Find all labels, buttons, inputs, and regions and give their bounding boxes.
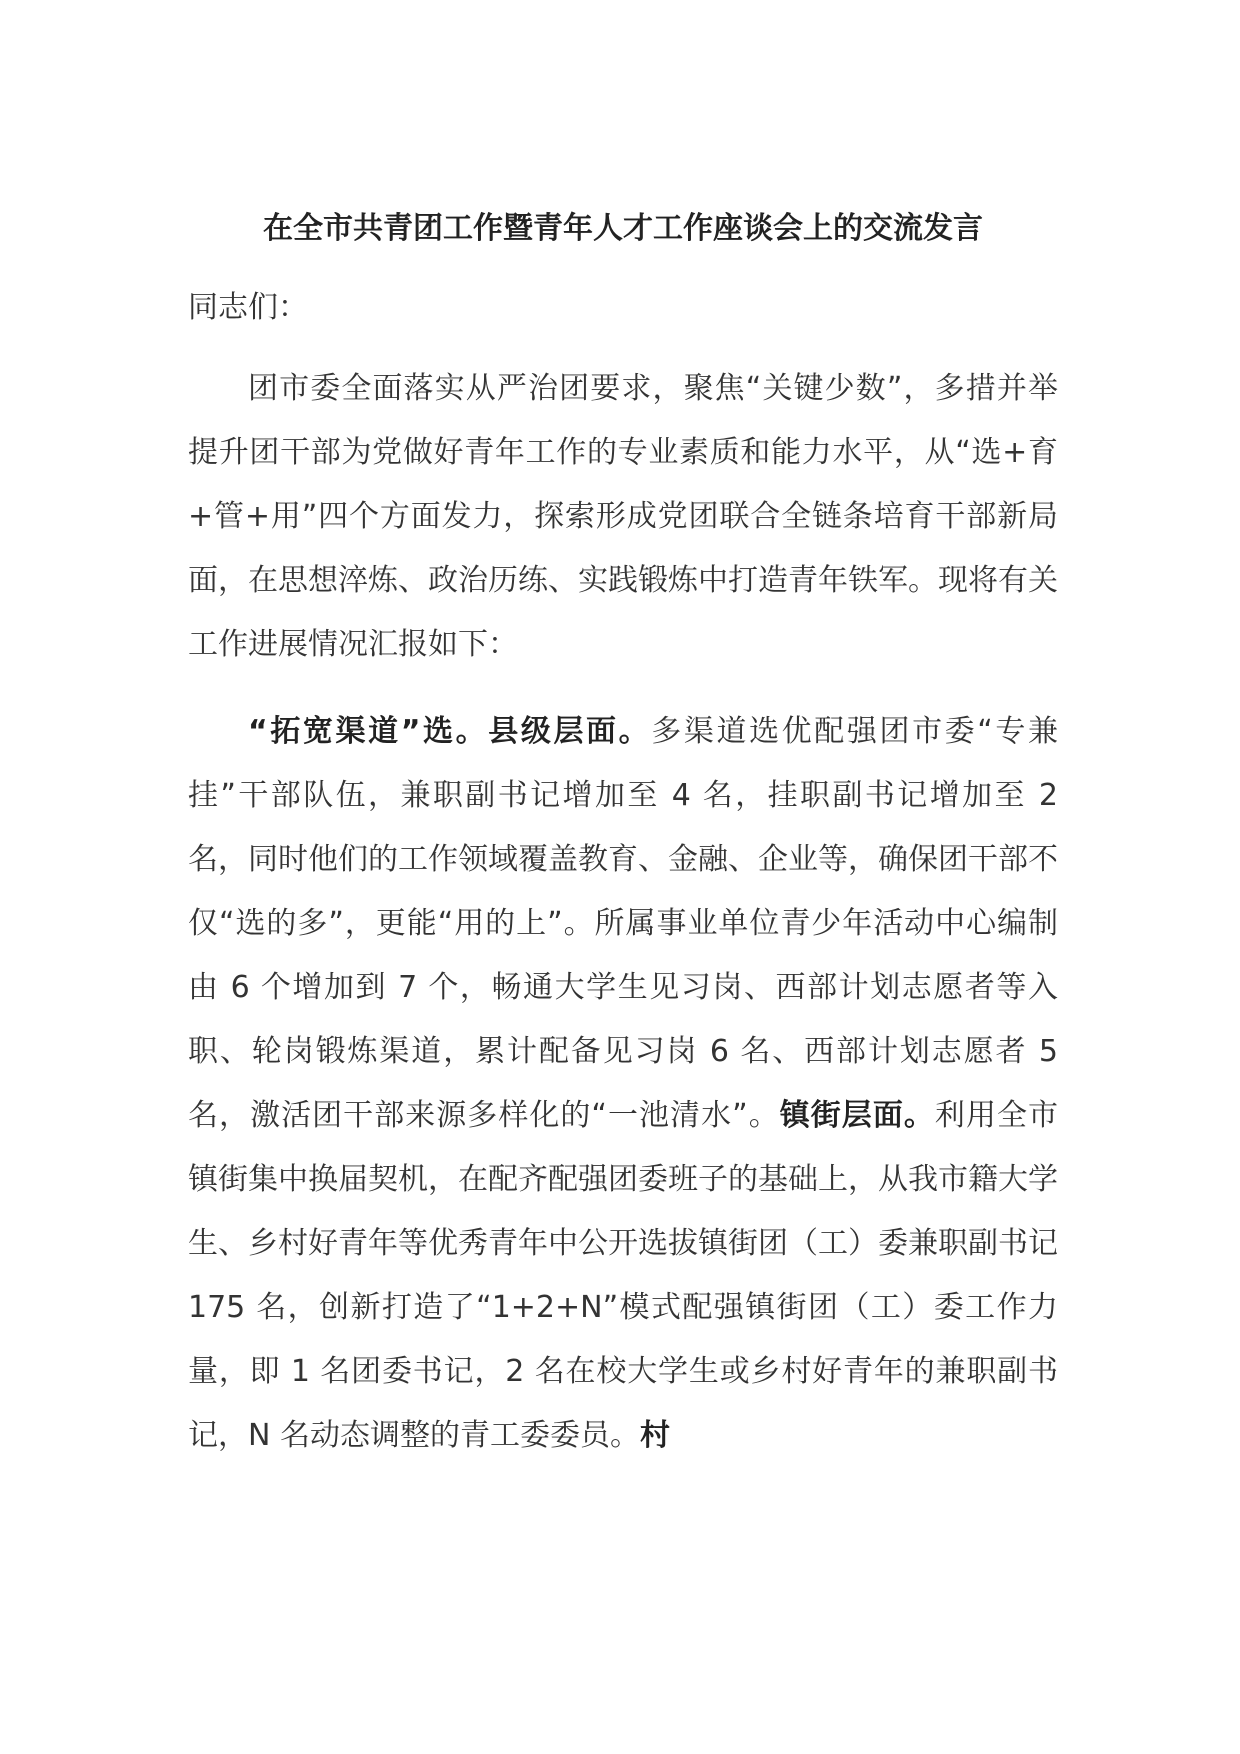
section-paragraph — [188, 700, 1058, 1468]
intro-paragraph: 团市委全面落实从严治团要求，聚焦“关键少数”，多措并举提升团干部为党做好青年工作的专业素质和能力水平，从“选+育+管+用”四个方面发力，探索形成党团联合全链条培育干部新局面，在思想淬炼、政治历练、实践锻炼中打造青年铁军。现将有关工作进展情况汇报如下： — [188, 371, 1058, 662]
town-level-label: 镇街层面。 — [779, 1098, 935, 1133]
county-level-label: 县级层面。 — [488, 714, 652, 749]
salutation: 同志们： — [188, 290, 308, 325]
county-level-text: 多渠道选优配强团市委“专兼挂”干部队伍，兼职副书记增加至 4 名，挂职副书记增加至 2 名，同时他们的工作领域覆盖教育、金融、企业等，确保团干部不仅“选的多”，更能“用的上”。所属事业单位青少年活动中心编制由 6 个增加到 7 个，畅通大学生见习岗、西部计划志愿者等入职、轮岗锻炼渠道，累计配备见习岗 6 名、西部计划志愿者 5 名，激活团干部来源多样化的“一池清水”。 — [188, 714, 1059, 1133]
village-level-label: 村 — [639, 1418, 670, 1453]
town-level-text: 利用全市镇街集中换届契机，在配齐配强团委班子的基础上，从我市籍大学生、乡村好青年等优秀青年中公开选拔镇街团（工）委兼职副书记 175 名，创新打造了“1+2+N”模式配强镇街团（工）委工作力量，即 1 名团委书记，2 名在校大学生或乡村好青年的兼职副书记，N 名动态调整的青工委委员。 — [188, 1098, 1059, 1453]
section-heading: “拓宽渠道”选。 — [248, 714, 489, 749]
document-title: 在全市共青团工作暨青年人才工作座谈会上的交流发言 — [263, 211, 983, 246]
